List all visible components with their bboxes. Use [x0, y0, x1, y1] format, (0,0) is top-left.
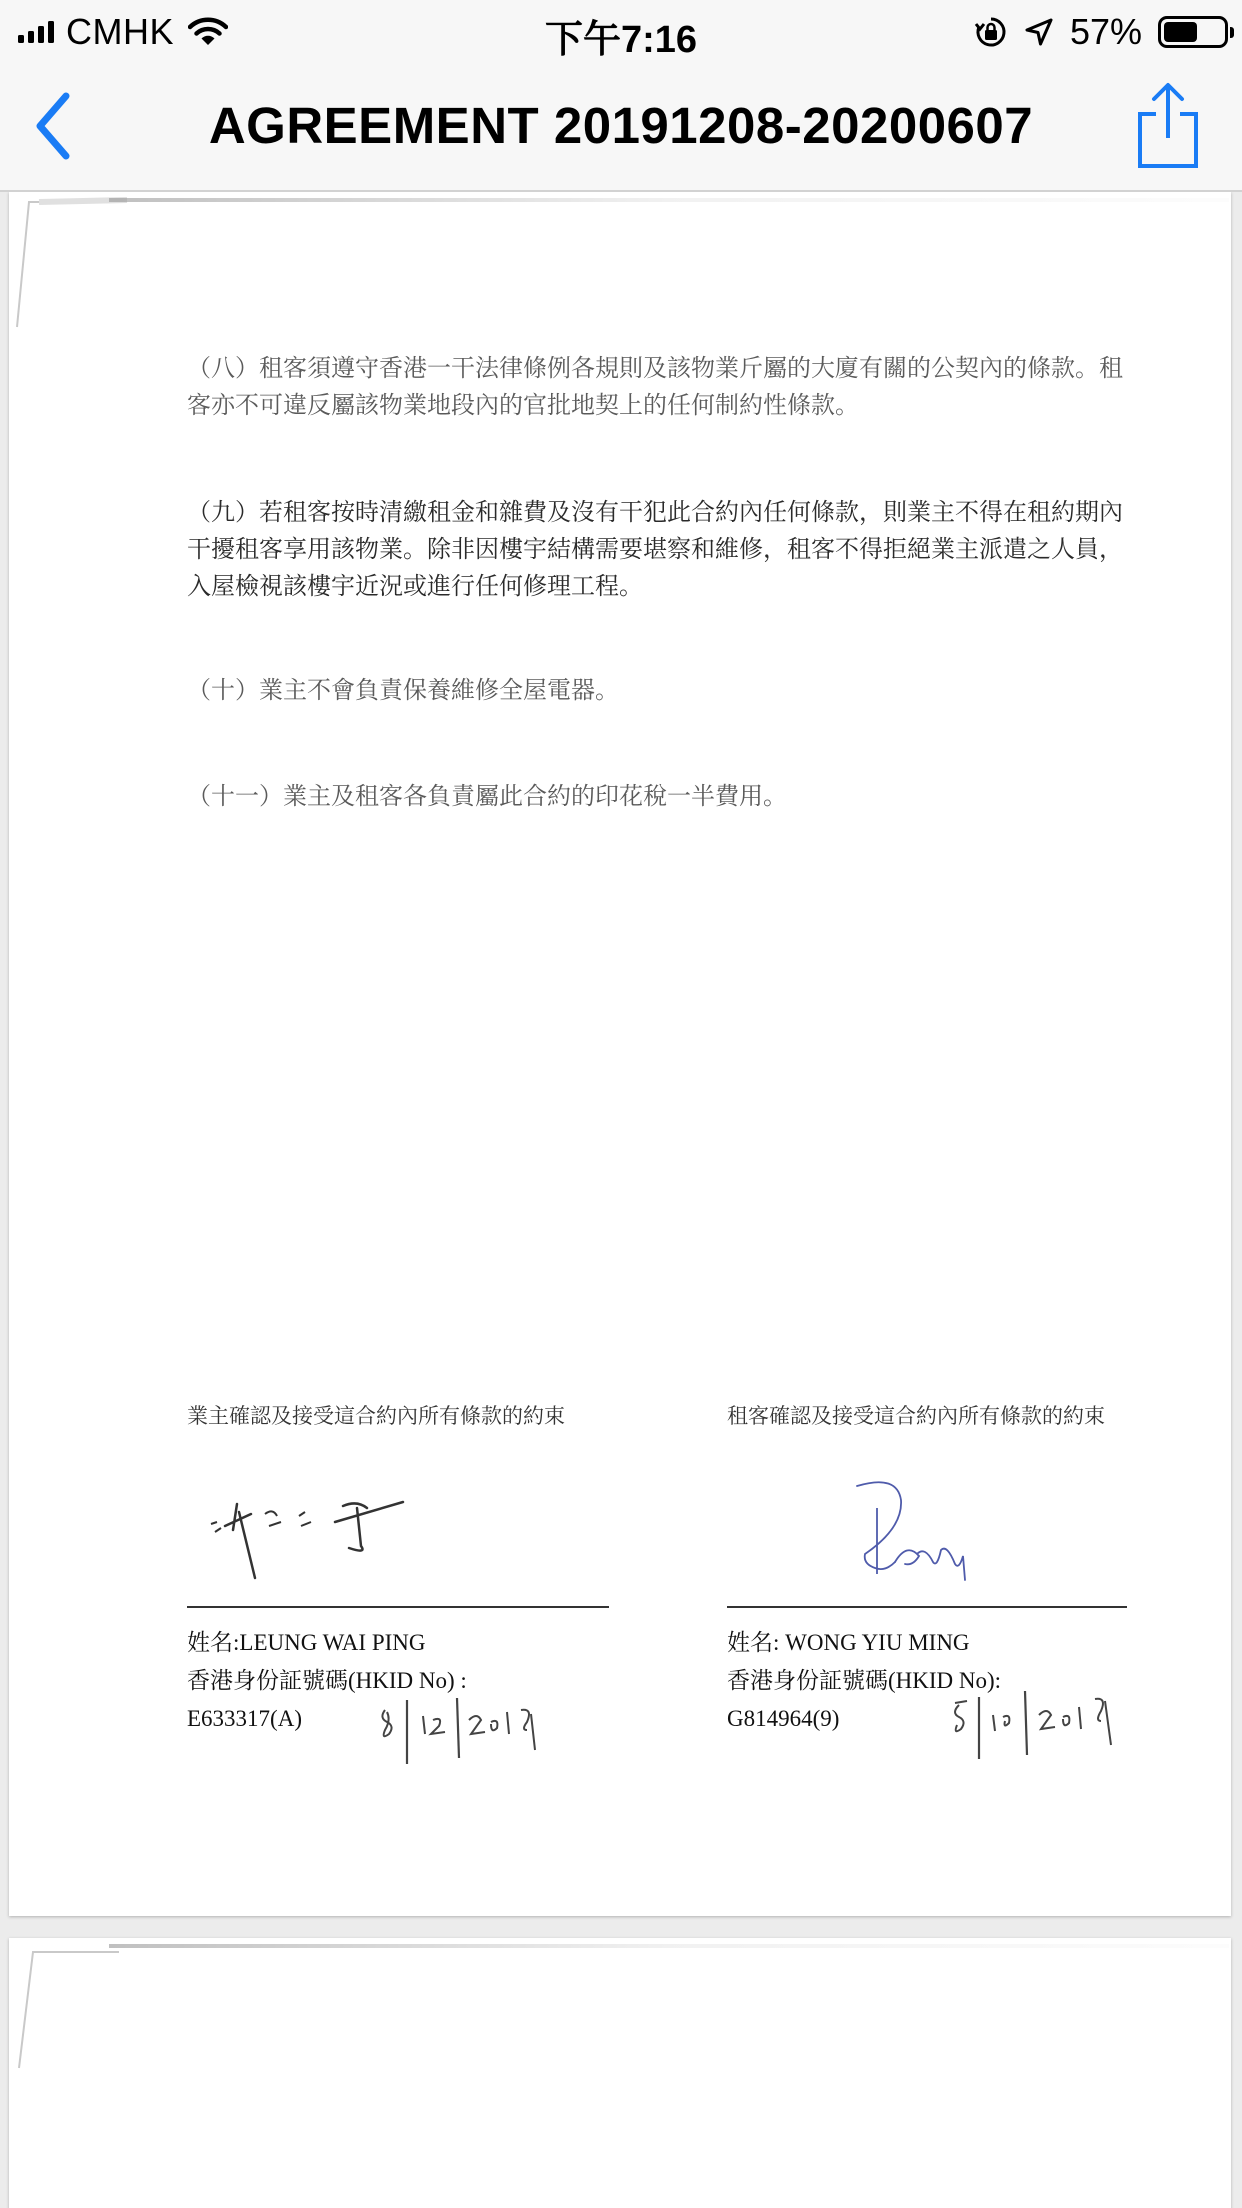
back-button[interactable] [22, 86, 92, 166]
tenant-hkid-label: 香港身份証號碼(HKID No): [727, 1668, 1002, 1693]
landlord-signature-block [187, 1400, 627, 1731]
tenant-signature-block [727, 1400, 1167, 1731]
tenant-acknowledgement: 租客確認及接受這合約內所有條款的約束 [727, 1404, 1105, 1428]
scan-corner-mark [9, 1938, 139, 2078]
scan-edge [109, 1944, 1229, 1948]
clause-9: （九）若租客按時清繳租金和雜費及沒有干犯此合約內任何條款，則業主不得在租約期內干擾租客享用該物業。除非因樓宇結構需要堪察和維修，租客不得拒絕業主派遣之人員，入屋檢視該樓宇近況或進行任何修理工程。 [187, 498, 1123, 600]
document-page [9, 1938, 1231, 2208]
landlord-acknowledgement: 業主確認及接受這合約內所有條款的約束 [187, 1404, 565, 1428]
tenant-name: 姓名: WONG YIU MING [727, 1630, 970, 1655]
clause-11: （十一）業主及租客各負責屬此合約的印花稅一半費用。 [187, 782, 787, 810]
location-arrow-icon [1024, 17, 1054, 47]
tenant-handwritten-date [949, 1685, 1149, 1765]
landlord-hkid-label: 香港身份証號碼(HKID No) : [187, 1668, 467, 1693]
landlord-signature-line [187, 1606, 609, 1608]
chevron-left-icon [22, 86, 92, 166]
document-viewer[interactable] [0, 192, 1242, 2208]
tenant-signature-line [727, 1606, 1127, 1608]
clause-10: （十）業主不會負責保養維修全屋電器。 [187, 676, 619, 704]
scan-edge [109, 198, 1229, 202]
orientation-lock-icon [974, 15, 1008, 49]
carrier-name: CMHK [66, 11, 174, 52]
landlord-signature [207, 1468, 467, 1608]
scan-corner-mark [9, 192, 139, 332]
landlord-handwritten-date [377, 1690, 577, 1770]
share-icon [1128, 80, 1208, 172]
tenant-signature [747, 1468, 987, 1608]
battery-fill [1164, 22, 1197, 42]
clause-8: （八）租客須遵守香港一干法律條例各規則及該物業斤屬的大廈有關的公契內的條款。租客亦不可違反屬該物業地段內的官批地契上的任何制約性條款。 [187, 354, 1123, 419]
document-title: AGREEMENT 20191208-20200607 [208, 97, 1034, 154]
status-time: 下午7:16 [544, 19, 698, 61]
battery-icon [1158, 16, 1228, 48]
navigation-bar [0, 62, 1242, 192]
tenant-hkid: G814964(9) [727, 1706, 840, 1731]
status-right [974, 10, 1228, 54]
share-button[interactable] [1128, 80, 1208, 172]
landlord-hkid: E633317(A) [187, 1706, 302, 1731]
status-bar [0, 0, 1242, 62]
document-page [9, 192, 1231, 1916]
battery-percent: 57% [1069, 11, 1142, 52]
landlord-name: 姓名:LEUNG WAI PING [187, 1630, 426, 1655]
